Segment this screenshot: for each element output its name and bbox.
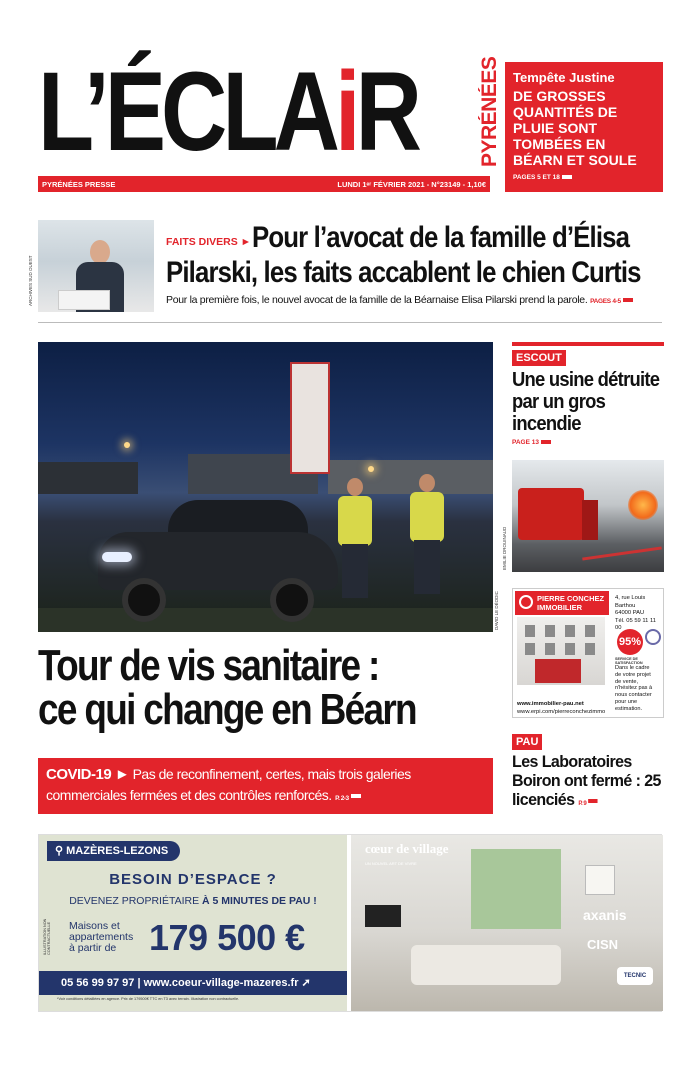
pau-headline: Les Laboratoires Boiron ont fermé : 25 licenciés P. 9 [512, 752, 661, 809]
ad-website-link[interactable]: www.coeur-village-mazeres.fr [143, 977, 299, 989]
issue-date: LUNDI 1ᵉʳ FÉVRIER 2021 - N°23149 - 1,10€ [337, 179, 486, 189]
real-estate-ad[interactable] [512, 588, 664, 718]
building-illustration [517, 617, 605, 685]
ad-text-panel [39, 835, 347, 1011]
agency-brand: PIERRE CONCHEZ IMMOBILIER [515, 591, 609, 615]
weather-teaser[interactable] [505, 62, 663, 192]
ad-phone[interactable]: 05 56 99 97 97 [61, 977, 135, 989]
pau-story[interactable] [512, 732, 664, 814]
page-marker-icon [623, 298, 633, 302]
location-pin-icon: ⚲ [55, 845, 67, 857]
fire-truck [518, 488, 584, 540]
ad-price: 179 500 € [149, 917, 305, 958]
ad-tagline: DEVENEZ PROPRIÉTAIRE À 5 MINUTES DE PAU ! [69, 895, 317, 907]
main-kicker: COVID-19 ► [46, 766, 130, 783]
photo-credit: DAVID LE DÉODIC [494, 591, 499, 630]
page-marker-icon [562, 175, 572, 179]
agency-website-link[interactable]: www.immobilier-pau.net [517, 701, 584, 707]
partner-cisn: CISN [587, 937, 619, 952]
flames [628, 490, 658, 520]
seal-icon [645, 629, 661, 645]
agency-website-link[interactable]: www.erpi.com/pierreconchezimmo [517, 709, 606, 715]
living-room-photo [351, 835, 663, 1011]
lawyer-photo[interactable] [38, 220, 154, 312]
ad-location: ⚲ MAZÈRES-LEZONS [47, 841, 180, 861]
story1-subline: Pour la première fois, le nouvel avocat de la famille de la Béarnaise Elisa Pilarski prend la parole. PAGES 4-5 [166, 294, 633, 306]
ad-lead: Maisons et appartements à partir de [69, 920, 134, 954]
photo-credit: EMILIE DROUINAUD [502, 526, 507, 570]
teaser-kicker: Tempête Justine [513, 70, 615, 85]
teaser-headline: DE GROSSES QUANTITÉS DE PLUIE SONT TOMBÉES EN BÉARN ET SOULE [513, 88, 637, 168]
photo-credit: ARCHIVES SUD OUEST [28, 255, 33, 306]
teaser-pages: PAGES 5 ET 18 [513, 174, 655, 181]
ad-contact-bar[interactable]: 05 56 99 97 97 | www.coeur-village-mazeres.fr ➚ [39, 971, 347, 995]
escout-headline: Une usine détruite par un gros incendie [512, 369, 660, 435]
television [365, 905, 401, 927]
cursor-icon: ➚ [301, 977, 311, 989]
story1-kicker: FAITS DIVERS ► [166, 236, 252, 248]
agency-message: Dans le cadre de votre projet de vente, n'hésitez pas à nous contacter pour une estimation. [615, 665, 653, 712]
section-divider [38, 322, 662, 323]
satisfaction-badge: 95% [617, 629, 643, 655]
escout-story[interactable] [512, 342, 664, 454]
publisher-name: PYRÉNÉES PRESSE [42, 179, 116, 189]
housing-advertisement[interactable] [38, 834, 662, 1012]
ad-legal-vertical: ILLUSTRATION NON CONTRACTUELLE [43, 918, 51, 955]
main-pages: P. 2-3 [335, 795, 349, 802]
escout-kicker: ESCOUT [512, 350, 566, 366]
service-label: SERVICE DE SATISFACTION [615, 657, 643, 665]
page-marker-icon [541, 440, 551, 444]
agency-logo-icon [519, 595, 533, 609]
ad-disclaimer: *Voir conditions détaillées en agence. Prix de 179500€ TTC en T3 avec terrain. Illustration non contractuelle. [57, 997, 240, 1001]
masthead [38, 49, 501, 176]
documents-stack [58, 290, 110, 310]
main-headline[interactable]: Tour de vis sanitaire : ce qui change en Béarn [38, 641, 416, 734]
story1-headline[interactable]: Pour l’avocat de la famille d’Élisa Pilarski, les faits accablent le chien Curtis [166, 221, 641, 289]
gendarme-figure [410, 474, 444, 594]
ad-brand-logo: cœur de village UN NOUVEL ART DE VIVRE [365, 841, 449, 866]
gendarme-figure [338, 478, 372, 598]
masthead-date-bar [38, 176, 490, 192]
partner-tecnic: TECNIC [617, 967, 653, 985]
garden-window [471, 849, 561, 929]
main-photo-police-check[interactable] [38, 342, 493, 632]
page-marker-icon [588, 799, 597, 803]
escout-pages: PAGE 13 [512, 439, 664, 446]
edition-region: PYRÉNÉES [478, 56, 501, 168]
partner-logo-icon [585, 865, 615, 895]
factory-fire-photo[interactable] [512, 460, 664, 572]
agency-address: 4, rue Louis Barthou 64000 PAU Tél. 05 59 11 11 00 [615, 595, 657, 631]
roadside-sign [290, 362, 330, 474]
main-deck-text: Pas de reconfinement, certes, mais trois galeries commerciales fermées et des contrôles renforcés. [46, 766, 411, 803]
stopped-car [98, 492, 358, 607]
main-deck[interactable] [38, 758, 493, 814]
page-marker-icon [351, 794, 361, 798]
sofa [411, 945, 561, 985]
partner-axanis: axanis [583, 907, 627, 923]
ad-question: BESOIN D’ESPACE ? [109, 871, 277, 888]
newspaper-logo[interactable]: L’ÉCLAiR [38, 49, 418, 174]
pau-kicker: PAU [512, 734, 542, 750]
